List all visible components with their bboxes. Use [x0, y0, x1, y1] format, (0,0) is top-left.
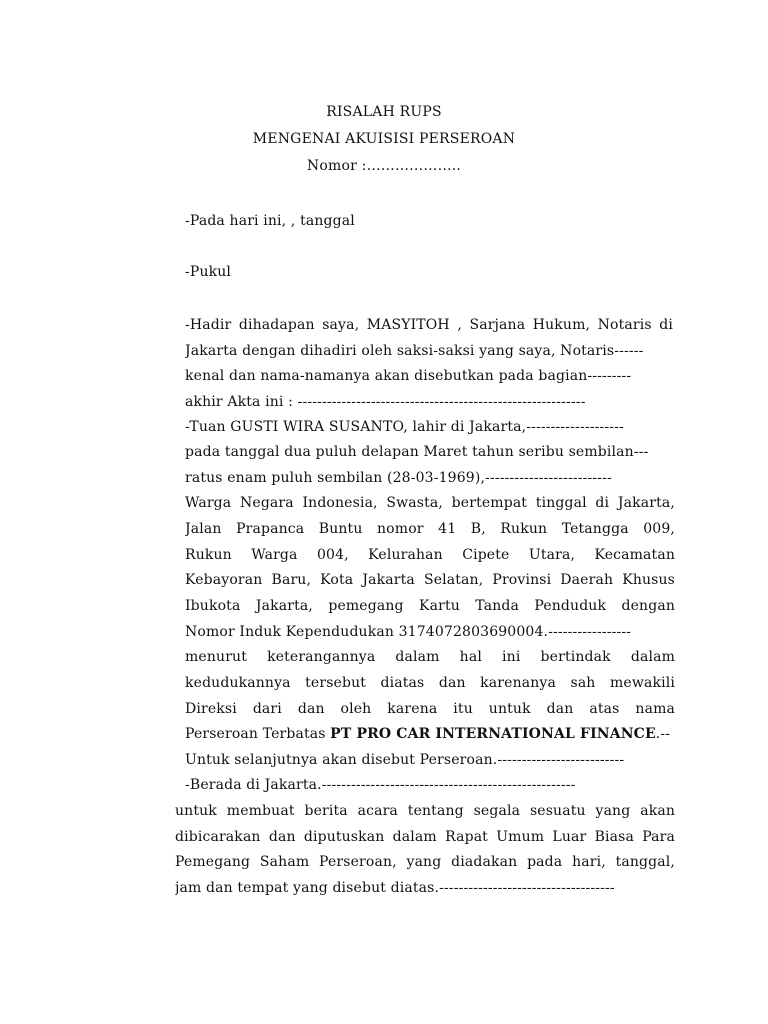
paragraph-line: kenal dan nama-namanya akan disebutkan pada bagian--------- — [185, 368, 632, 384]
paragraph-line: Ibukota Jakarta, pemegang Kartu Tanda Penduduk dengan — [185, 598, 675, 614]
company-suffix: .-- — [655, 726, 671, 742]
paragraph-line: dibicarakan dan diputuskan dalam Rapat Umum Luar Biasa Para — [175, 829, 675, 845]
paragraph-line: jam dan tempat yang disebut diatas.------------------------------------ — [175, 880, 615, 896]
paragraph-line: menurut keterangannya dalam hal ini bertindak dalam — [185, 649, 675, 665]
paragraph-line: Warga Negara Indonesia, Swasta, bertempat tinggal di Jakarta, — [185, 495, 675, 511]
paragraph-line: Pemegang Saham Perseroan, yang diadakan pada hari, tanggal, — [175, 854, 675, 870]
paragraph-line: -Hadir dihadapan saya, MASYITOH , Sarjana Hukum, Notaris di — [185, 317, 673, 333]
paragraph-line: Jalan Prapanca Buntu nomor 41 B, Rukun Tetangga 009, — [185, 521, 675, 537]
document-subtitle: MENGENAI AKUISISI PERSEROAN — [252, 131, 516, 147]
company-prefix: Perseroan Terbatas — [185, 726, 331, 742]
company-name: PT PRO CAR INTERNATIONAL FINANCE — [330, 726, 656, 742]
paragraph-line: akhir Akta ini : ----------------------------------------------------------- — [185, 394, 586, 410]
paragraph-line: ratus enam puluh sembilan (28-03-1969),-------------------------- — [185, 470, 612, 486]
paragraph-line-company — [185, 725, 677, 743]
paragraph-line: -Pada hari ini, , tanggal — [185, 213, 355, 229]
paragraph-line: -Tuan GUSTI WIRA SUSANTO, lahir di Jakarta,-------------------- — [185, 419, 624, 435]
paragraph-line: Jakarta dengan dihadiri oleh saksi-saksi yang saya, Notaris------ — [185, 343, 644, 359]
paragraph-line: Rukun Warga 004, Kelurahan Cipete Utara, Kecamatan — [185, 547, 675, 563]
paragraph-line: Nomor Induk Kependudukan 3174072803690004.----------------- — [185, 624, 632, 640]
paragraph-line: -Pukul — [185, 264, 232, 280]
paragraph-line: -Berada di Jakarta.---------------------------------------------------- — [185, 777, 576, 793]
paragraph-line: Untuk selanjutnya akan disebut Perseroan.-------------------------- — [185, 752, 625, 768]
paragraph-line: pada tanggal dua puluh delapan Maret tahun seribu sembilan--- — [185, 444, 649, 460]
document-title: RISALAH RUPS — [326, 104, 442, 120]
paragraph-line: kedudukannya tersebut diatas dan karenanya sah mewakili — [185, 675, 675, 691]
paragraph-line: untuk membuat berita acara tentang segala sesuatu yang akan — [175, 803, 675, 819]
document-number: Nomor :……………….. — [306, 158, 462, 174]
paragraph-line: Kebayoran Baru, Kota Jakarta Selatan, Provinsi Daerah Khusus — [185, 572, 675, 588]
paragraph-line: Direksi dari dan oleh karena itu untuk dan atas nama — [185, 701, 675, 717]
